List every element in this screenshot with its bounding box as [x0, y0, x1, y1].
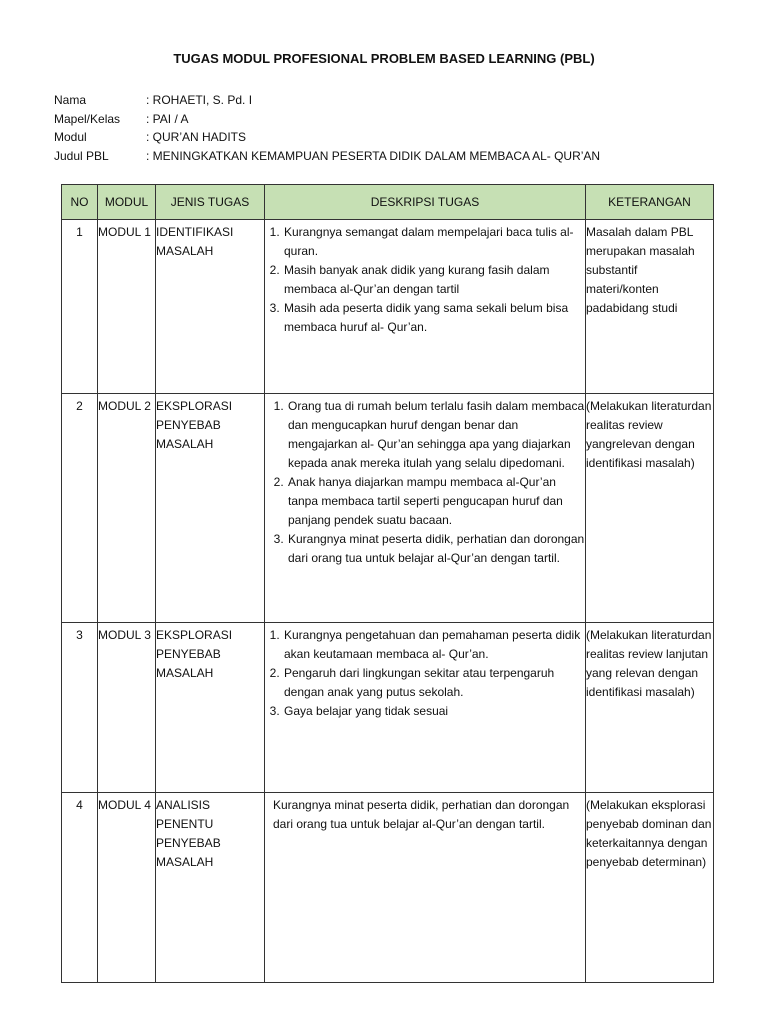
info-value: : PAI / A [146, 111, 189, 126]
cell-jenis-tugas: ANALISIS PENENTU PENYEBAB MASALAH [156, 793, 265, 983]
header-no: NO [62, 185, 98, 220]
info-label: Judul PBL [54, 148, 109, 163]
info-label: Nama [54, 93, 87, 107]
cell-modul: MODUL 1 [98, 220, 156, 394]
description-item: 3. Masih ada peserta didik yang sama sekali belum bisa membaca huruf al- Qur’an. [283, 299, 585, 337]
table-header-row [62, 185, 714, 220]
cell-modul: MODUL 4 [98, 793, 156, 983]
cell-modul: MODUL 2 [98, 394, 156, 623]
description-item: 2. Anak hanya diajarkan mampu membaca al-Qur’an tanpa membaca tartil seperti pengucapan huruf dan panjang pendek suatu bacaan. [287, 473, 585, 530]
header-keterangan: KETERANGAN [586, 185, 714, 220]
info-label: Mapel/Kelas [54, 111, 121, 126]
cell-keterangan: (Melakukan literaturdan realitas review yangrelevan dengan identifikasi masalah) [586, 394, 714, 623]
table-row [62, 623, 714, 793]
cell-keterangan: (Melakukan literaturdan realitas review lanjutan yang relevan dengan identifikasi masalah) [586, 623, 714, 793]
description-item: 2. Masih banyak anak didik yang kurang fasih dalam membaca al-Qur’an dengan tartil [283, 261, 585, 299]
cell-deskripsi [265, 220, 586, 394]
table-row [62, 394, 714, 623]
cell-no: 2 [62, 394, 98, 623]
info-row-modul [54, 128, 734, 147]
description-list [265, 626, 585, 721]
document-title: TUGAS MODUL PROFESIONAL PROBLEM BASED LEARNING (PBL) [173, 51, 595, 66]
description-text: Kurangnya minat peserta didik, perhatian dan dorongan dari orang tua untuk belajar al-Qur’an dengan tartil. [273, 798, 570, 831]
cell-jenis-tugas: IDENTIFIKASI MASALAH [156, 220, 265, 394]
description-item: 3. Kurangnya minat peserta didik, perhatian dan dorongan dari orang tua untuk belajar al-Qur’an dengan tartil. [287, 530, 585, 568]
cell-no: 1 [62, 220, 98, 394]
info-value: : ROHAETI, S. Pd. I [146, 93, 253, 107]
info-value: : QUR’AN HADITS [146, 130, 247, 144]
description-list [265, 223, 585, 337]
task-table [61, 184, 714, 983]
description-item: 1. Kurangnya semangat dalam mempelajari baca tulis al-quran. [283, 223, 585, 261]
cell-no: 3 [62, 623, 98, 793]
info-label: Modul [54, 130, 87, 144]
info-value: : MENINGKATKAN KEMAMPUAN PESERTA DIDIK DALAM MEMBACA AL- QUR’AN [146, 148, 601, 163]
cell-no: 4 [62, 793, 98, 983]
description-item: 1. Kurangnya pengetahuan dan pemahaman peserta didik akan keutamaan membaca al- Qur’an. [283, 626, 585, 664]
info-row-judul-pbl [54, 147, 734, 166]
cell-deskripsi [265, 394, 586, 623]
info-row-mapel-kelas [54, 110, 734, 129]
cell-deskripsi [265, 793, 586, 983]
description-item: 2. Pengaruh dari lingkungan sekitar atau terpengaruh dengan anak yang putus sekolah. [283, 664, 585, 702]
cell-keterangan: Masalah dalam PBL merupakan masalah substantif materi/konten padabidang studi [586, 220, 714, 394]
cell-jenis-tugas: EKSPLORASI PENYEBAB MASALAH [156, 623, 265, 793]
description-item: 1. Orang tua di rumah belum terlalu fasih dalam membaca dan mengucapkan huruf dengan benar dan mengajarkan al- Qur’an sehingga apa yang diajarkan kepada anak mereka itulah yang selalu dipedomani. [287, 397, 585, 473]
cell-jenis-tugas: EKSPLORASI PENYEBAB MASALAH [156, 394, 265, 623]
info-row-nama [54, 91, 734, 110]
header-deskripsi-tugas: DESKRIPSI TUGAS [265, 185, 586, 220]
description-list [265, 397, 585, 568]
header-jenis-tugas: JENIS TUGAS [156, 185, 265, 220]
cell-keterangan: (Melakukan eksplorasi penyebab dominan dan keterkaitannya dengan penyebab determinan) [586, 793, 714, 983]
header-modul: MODUL [98, 185, 156, 220]
cell-deskripsi [265, 623, 586, 793]
identity-block [54, 91, 734, 165]
table-row [62, 220, 714, 394]
cell-modul: MODUL 3 [98, 623, 156, 793]
description-item: 3. Gaya belajar yang tidak sesuai [283, 702, 585, 721]
table-row [62, 793, 714, 983]
